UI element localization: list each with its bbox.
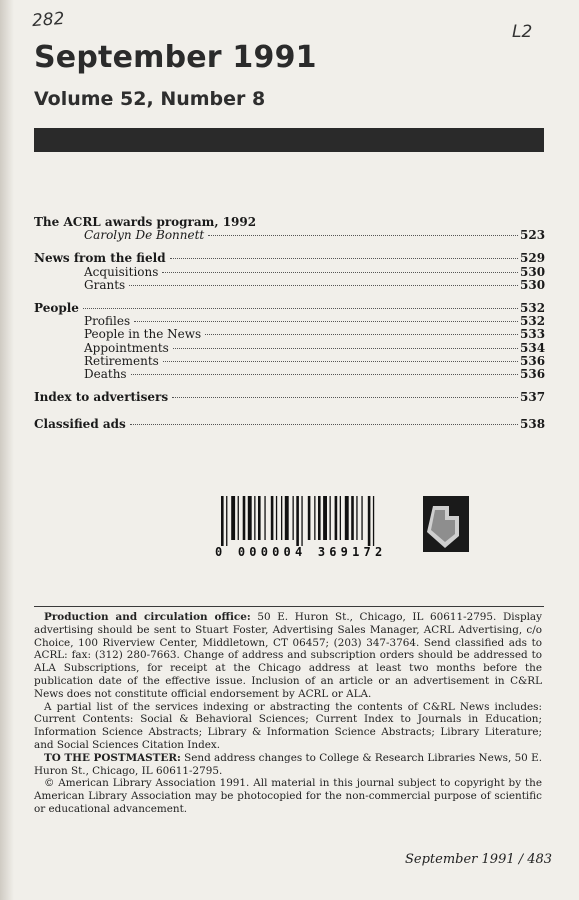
dot-leader <box>170 258 518 259</box>
barcode-addon-graphic <box>423 496 469 552</box>
toc-entry[interactable] <box>34 418 544 431</box>
dot-leader <box>163 361 518 362</box>
toc-entry[interactable] <box>34 279 544 292</box>
toc-page-number: 530 <box>520 277 546 292</box>
toc-entry-title: Appointments <box>84 340 169 355</box>
page-gutter-shadow <box>0 0 14 900</box>
toc-entry-title: Acquisitions <box>84 264 159 279</box>
handwritten-note: L2 <box>512 22 533 42</box>
barcode <box>213 494 473 558</box>
toc-page-number: 532 <box>520 300 546 315</box>
toc-page-number: 536 <box>520 366 546 381</box>
publication-info <box>34 611 542 816</box>
toc-entry[interactable] <box>34 391 544 404</box>
toc-entry-title: Profiles <box>84 314 131 329</box>
toc-entry[interactable] <box>34 355 544 368</box>
dot-leader <box>129 285 518 286</box>
barcode-digits: 0 000004 369172 <box>215 545 387 558</box>
barcode-bar <box>356 496 357 540</box>
toc-entry-title: The ACRL awards program, 1992 <box>34 215 257 229</box>
barcode-bar <box>285 496 289 540</box>
barcode-bar <box>248 496 252 540</box>
barcode-bar <box>340 496 341 540</box>
dot-leader <box>162 272 518 273</box>
barcode-bar <box>238 496 239 540</box>
toc-entry[interactable] <box>34 328 544 341</box>
barcode-bar <box>281 496 282 540</box>
dot-leader <box>172 397 518 398</box>
toc-entry[interactable] <box>34 252 544 265</box>
toc-entry-title: Deaths <box>84 366 127 381</box>
barcode-bar <box>293 496 294 540</box>
toc-entry-title: News from the field <box>34 251 166 266</box>
toc-entry[interactable] <box>34 342 544 355</box>
barcode-bar <box>345 496 349 540</box>
table-of-contents <box>34 216 544 431</box>
section-divider <box>34 606 544 607</box>
postmaster-paragraph: TO THE POSTMASTER: Send address changes to College & Research Libraries News, 50 E. Huron St., Chicago, IL 60611-2795. <box>34 751 542 777</box>
copyright-paragraph: © American Library Association 1991. All material in this journal subject to copyright by the American Library Association may be photocopied for the non-commercial purpose of scientific or educational advancement. <box>34 777 542 815</box>
indexing-paragraph: A partial list of the services indexing or abstracting the contents of C&RL News includes: Current Contents: Social & Behavioral Sciences; Current Index to Journals in Education; Information Science Abstracts; Library & Information Science Abstracts; Library Literature; and Social Sciences Citation Index. <box>34 700 542 751</box>
barcode-bar <box>258 496 261 540</box>
barcode-bar <box>243 496 246 540</box>
barcode-bar <box>271 496 274 540</box>
toc-entry-title: People in the News <box>84 327 202 342</box>
dot-leader <box>83 308 518 309</box>
toc-page-number: 538 <box>520 417 546 432</box>
toc-entry-author: Carolyn De Bonnett <box>84 228 205 243</box>
toc-entry-title: Grants <box>84 277 126 292</box>
toc-entry[interactable] <box>34 368 544 381</box>
toc-page-number: 533 <box>520 327 546 342</box>
toc-page-number: 534 <box>520 340 546 355</box>
barcode-bar <box>318 496 321 540</box>
barcode-bar <box>254 496 255 540</box>
barcode-bar <box>308 496 311 540</box>
issue-date-title: September 1991 <box>34 40 317 75</box>
barcode-bar <box>226 496 227 546</box>
barcode-bar <box>351 496 354 540</box>
barcode-bar <box>361 496 362 540</box>
page-footer: September 1991 / 483 <box>405 852 553 867</box>
barcode-bar <box>314 496 315 540</box>
toc-entry-title: People <box>34 300 79 315</box>
toc-entry-title: Index to advertisers <box>34 390 169 405</box>
barcode-bar <box>330 496 331 540</box>
toc-page-number: 529 <box>520 251 546 266</box>
barcode-bar <box>368 496 371 546</box>
dot-leader <box>205 334 518 335</box>
toc-page-number: 536 <box>520 353 546 368</box>
barcode-bar <box>373 496 374 546</box>
barcode-bar <box>231 496 235 540</box>
dot-leader <box>131 374 518 375</box>
toc-page-number: 537 <box>520 390 546 405</box>
barcode-bar <box>276 496 277 540</box>
production-paragraph: Production and circulation office: 50 E. Huron St., Chicago, IL 60611-2795. Display advertising should be sent to Stuart Foster, Advertising Sales Manager, ACRL Advertising, c/o Choice, 100 Riverview Center, Middletown, CT 06457; (203) 347-3764. Send classified ads to ACRL: fax: (312) 280-7663. Change of address and subscription orders should be addressed to ALA Subscriptions, for receipt at the Chicago address at least two months before the publication date of the effective issue. Inclusion of an article or an advertisement in C&RL News does not constitute official endorsement by ACRL or ALA. <box>34 611 542 700</box>
toc-entry-title: Retirements <box>84 353 159 368</box>
header-rule-bar <box>34 128 544 152</box>
toc-entry[interactable] <box>34 266 544 279</box>
toc-page-number: 523 <box>520 228 546 243</box>
toc-entry-title: Classified ads <box>34 417 126 432</box>
toc-entry[interactable] <box>34 229 544 242</box>
barcode-bar <box>296 496 299 546</box>
barcode-bar <box>264 496 265 540</box>
handwritten-note: 282 <box>31 8 66 32</box>
barcode-bar <box>323 496 327 540</box>
dot-leader <box>130 424 518 425</box>
barcode-bar <box>335 496 338 540</box>
dot-leader <box>134 321 518 322</box>
barcode-bar <box>221 496 224 546</box>
dot-leader <box>173 348 518 349</box>
volume-number: Volume 52, Number 8 <box>34 88 266 110</box>
toc-page-number: 530 <box>520 264 546 279</box>
dot-leader <box>208 235 518 236</box>
toc-page-number: 532 <box>520 314 546 329</box>
barcode-bar <box>301 496 302 546</box>
